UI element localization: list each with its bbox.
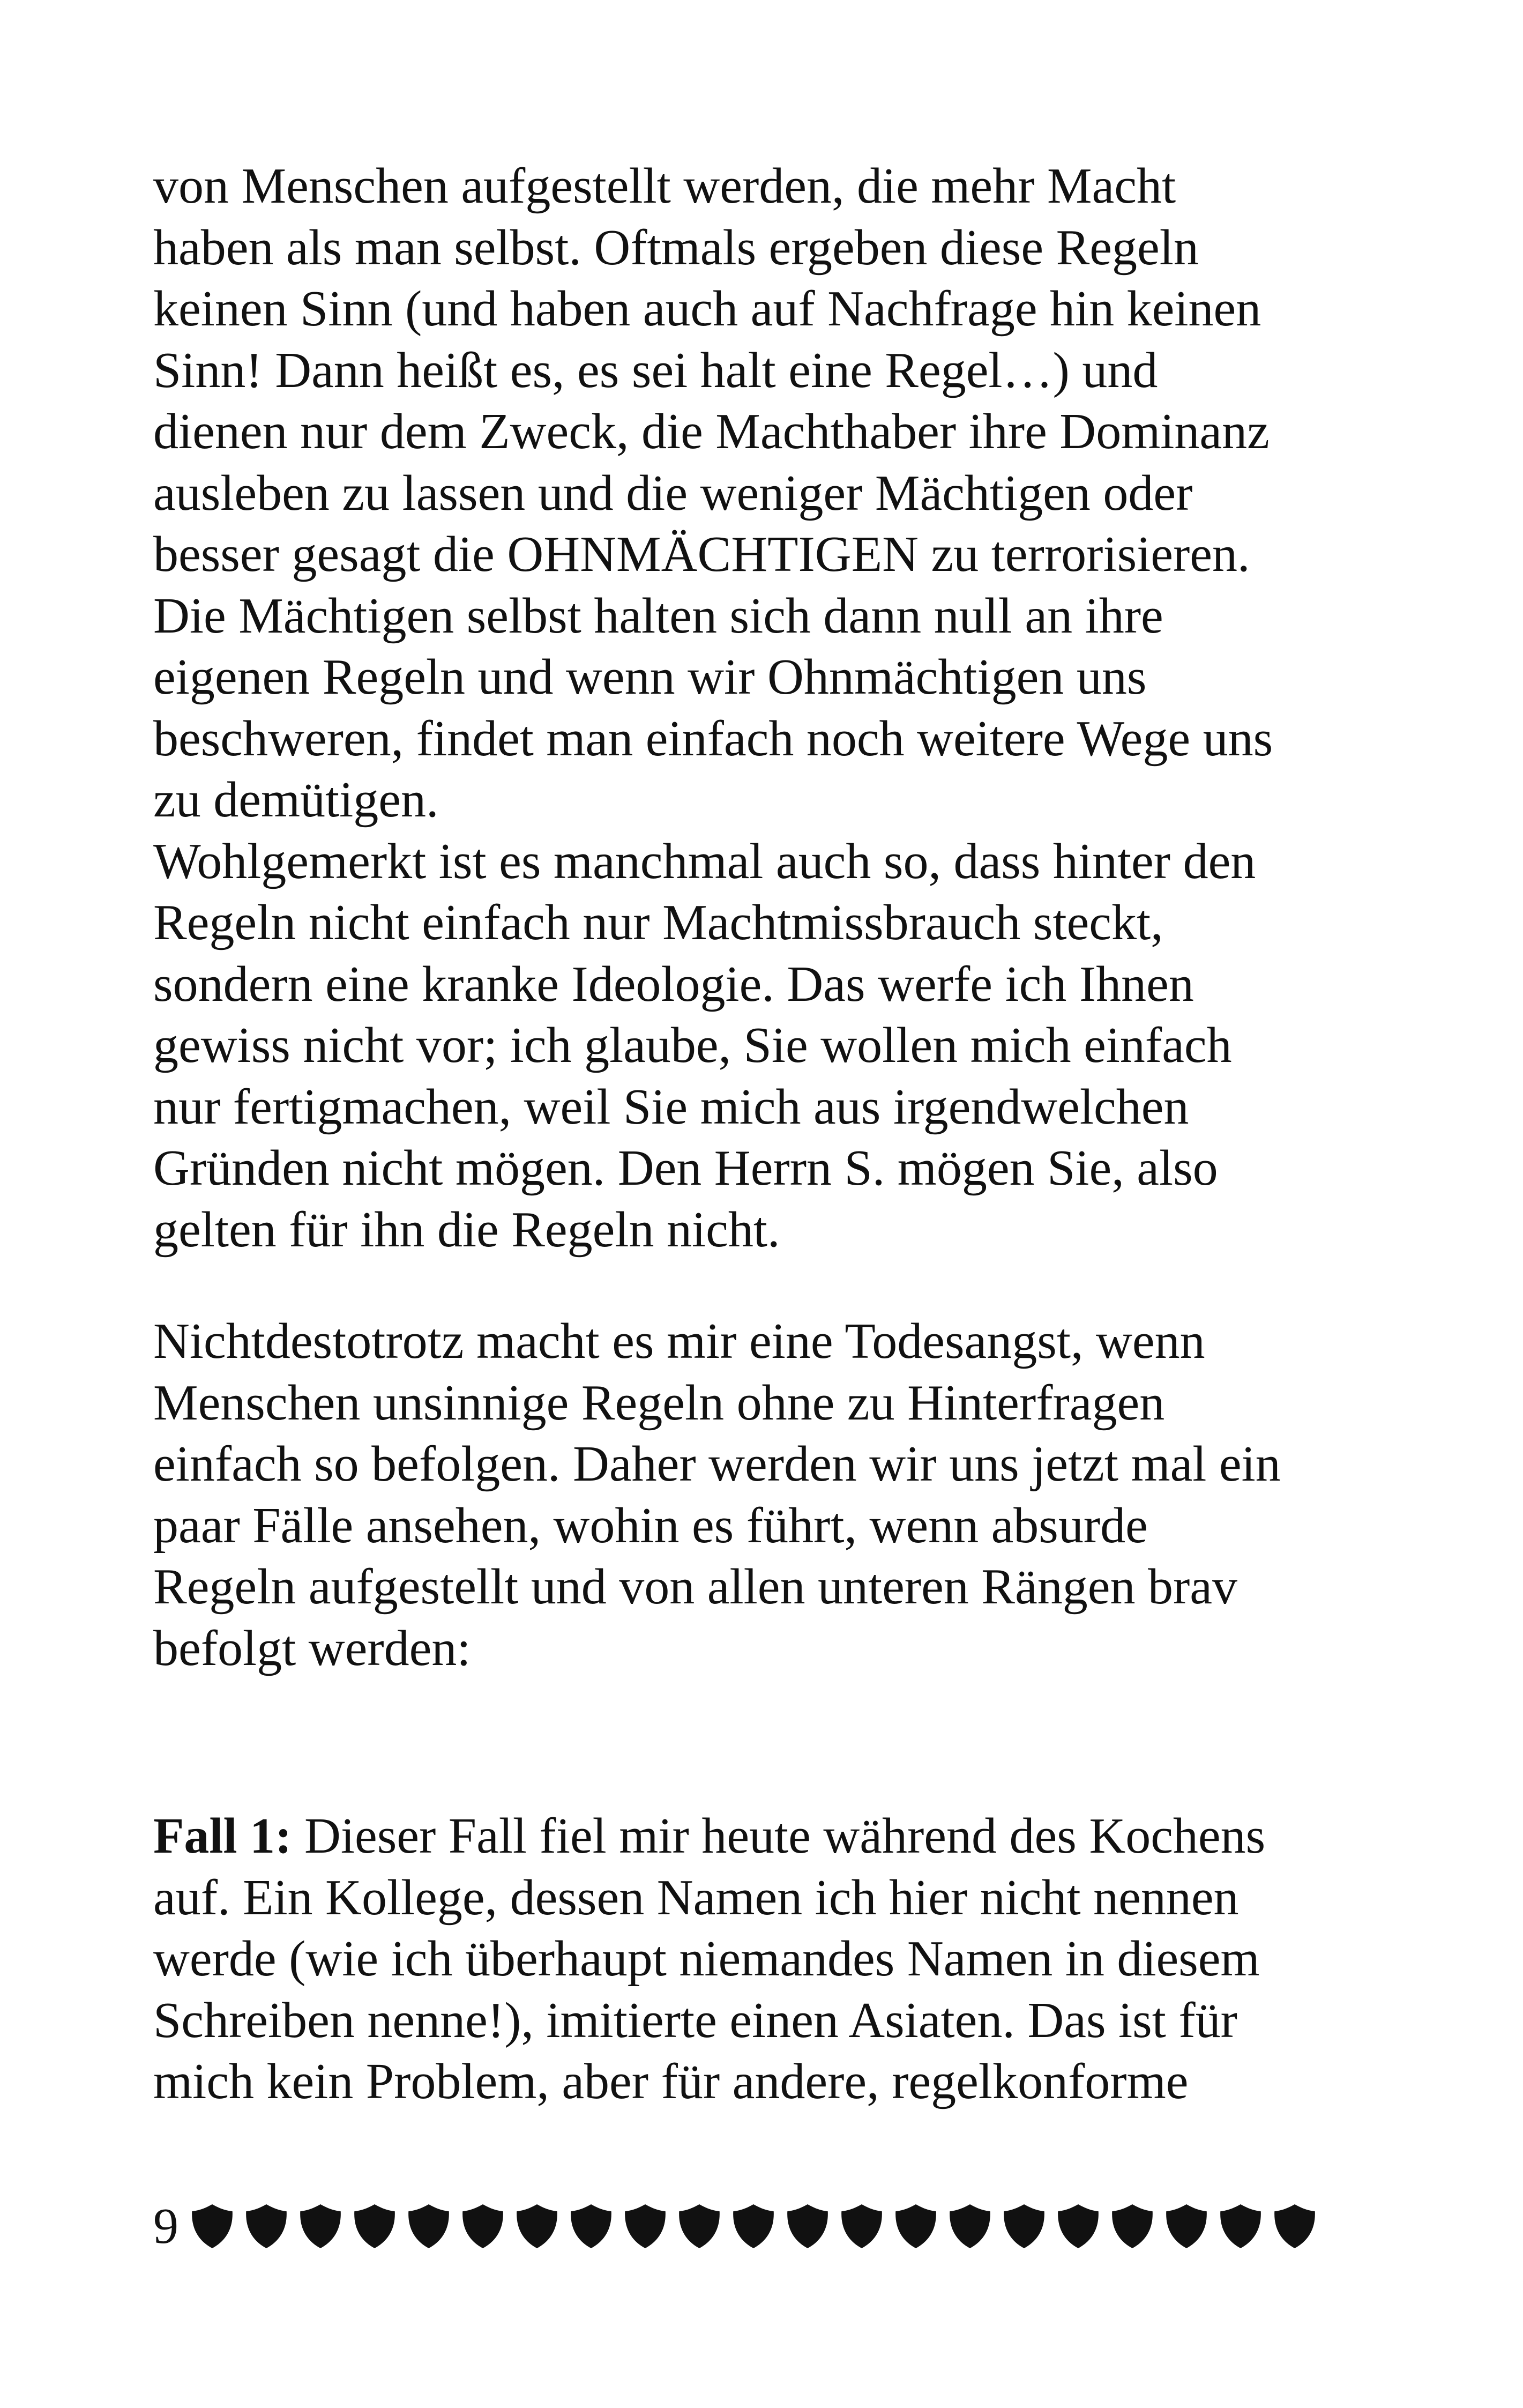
text-line: sondern eine kranke Ideologie. Das werfe ich Ihnen bbox=[153, 956, 1194, 1012]
shield-icon bbox=[244, 2203, 288, 2249]
text-line bbox=[153, 1805, 1386, 1867]
text-line: Gründen nicht mögen. Den Herrn S. mögen Sie, also bbox=[153, 1140, 1218, 1196]
text-line: eigenen Regeln und wenn wir Ohnmächtigen uns bbox=[153, 649, 1147, 705]
text-line: gelten für ihn die Regeln nicht. bbox=[153, 1201, 780, 1258]
page-number: 9 bbox=[153, 2198, 178, 2254]
shield-icon bbox=[1164, 2203, 1208, 2249]
shield-icon bbox=[731, 2203, 775, 2249]
shield-icon bbox=[407, 2203, 451, 2249]
text-line: Schreiben nenne!), imitierte einen Asiaten. Das ist für bbox=[153, 1992, 1237, 2048]
shield-icon bbox=[840, 2203, 884, 2249]
text-line: besser gesagt die OHNMÄCHTIGEN zu terrorisieren. bbox=[153, 526, 1250, 582]
text-line: Regeln nicht einfach nur Machtmissbrauch steckt, bbox=[153, 895, 1163, 950]
text-line: Nichtdestotrotz macht es mir eine Todesangst, wenn bbox=[153, 1313, 1205, 1369]
text-line: gewiss nicht vor; ich glaube, Sie wollen mich einfach bbox=[153, 1017, 1232, 1073]
shield-icon bbox=[1219, 2203, 1263, 2249]
shield-icon bbox=[786, 2203, 830, 2249]
shield-icon bbox=[353, 2203, 397, 2249]
shield-icon bbox=[1273, 2203, 1317, 2249]
shield-icon bbox=[623, 2203, 667, 2249]
shield-icon bbox=[948, 2203, 992, 2249]
text-line: werde (wie ich überhaupt niemandes Namen in diesem bbox=[153, 1931, 1260, 1987]
ornament-row bbox=[190, 2203, 1327, 2249]
paragraph-rules-critique bbox=[153, 155, 1386, 1260]
text-line: auf. Ein Kollege, dessen Namen ich hier nicht nennen bbox=[153, 1869, 1239, 1926]
text-line: zu demütigen. bbox=[153, 772, 439, 828]
paragraph-fear-of-obedience bbox=[153, 1311, 1386, 1679]
shield-icon bbox=[1056, 2203, 1100, 2249]
text-line: dienen nur dem Zweck, die Machthaber ihre Dominanz bbox=[153, 404, 1270, 459]
text-line: haben als man selbst. Oftmals ergeben diese Regeln bbox=[153, 219, 1199, 276]
text-line: einfach so befolgen. Daher werden wir uns jetzt mal ein bbox=[153, 1436, 1281, 1492]
text-line: von Menschen aufgestellt werden, die mehr Macht bbox=[153, 158, 1176, 214]
case-text: Dieser Fall fiel mir heute während des Kochens bbox=[292, 1808, 1266, 1864]
shield-icon bbox=[190, 2203, 234, 2249]
text-line: mich kein Problem, aber für andere, regelkonforme bbox=[153, 2054, 1189, 2109]
text-line: Menschen unsinnige Regeln ohne zu Hinterfragen bbox=[153, 1374, 1165, 1431]
text-line: Die Mächtigen selbst halten sich dann null an ihre bbox=[153, 588, 1163, 644]
text-line: ausleben zu lassen und die weniger Mächtigen oder bbox=[153, 465, 1193, 521]
shield-icon bbox=[461, 2203, 505, 2249]
shield-icon bbox=[894, 2203, 938, 2249]
text-line: nur fertigmachen, weil Sie mich aus irgendwelchen bbox=[153, 1079, 1189, 1135]
page-footer bbox=[153, 2197, 1327, 2256]
text-line: Sinn! Dann heißt es, es sei halt eine Regel…) und bbox=[153, 342, 1158, 398]
shield-icon bbox=[677, 2203, 721, 2249]
text-line: beschweren, findet man einfach noch weitere Wege uns bbox=[153, 710, 1273, 767]
text-line: paar Fälle ansehen, wohin es führt, wenn absurde bbox=[153, 1497, 1148, 1554]
paragraph-case-1 bbox=[153, 1805, 1386, 2113]
shield-icon bbox=[569, 2203, 613, 2249]
shield-icon bbox=[1002, 2203, 1046, 2249]
shield-icon bbox=[515, 2203, 559, 2249]
shield-icon bbox=[1110, 2203, 1154, 2249]
text-line: befolgt werden: bbox=[153, 1620, 471, 1676]
shield-icon bbox=[298, 2203, 342, 2249]
text-line: keinen Sinn (und haben auch auf Nachfrage hin keinen bbox=[153, 281, 1261, 337]
text-line: Wohlgemerkt ist es manchmal auch so, dass hinter den bbox=[153, 833, 1256, 889]
case-label: Fall 1: bbox=[153, 1808, 292, 1864]
text-line: Regeln aufgestellt und von allen unteren Rängen brav bbox=[153, 1559, 1237, 1615]
